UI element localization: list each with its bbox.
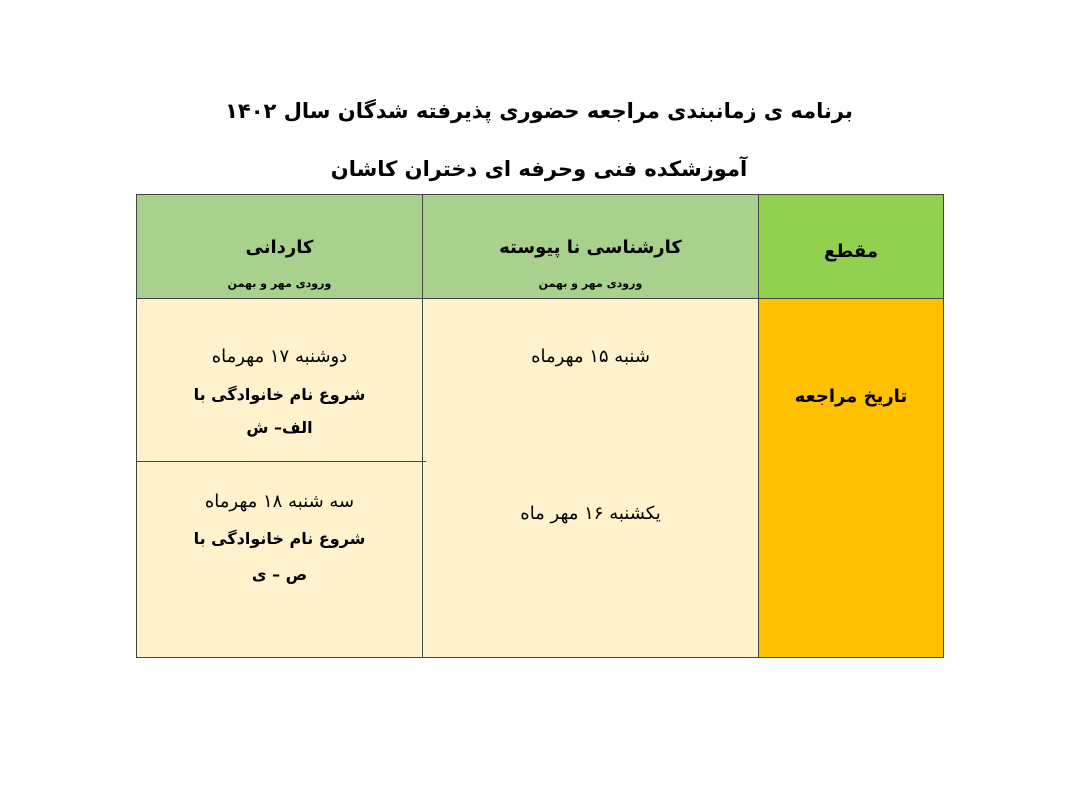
page-title: برنامه ی زمانبندی مراجعه حضوری پذیرفته شدگان سال ۱۴۰۲: [225, 99, 853, 123]
associate-slot-1-note: شروع نام خانوادگی با: [193, 385, 366, 404]
visit-date-label: تاریخ مراجعه: [794, 386, 908, 407]
header-bachelor-cell: [422, 194, 759, 299]
associate-slot-divider: [136, 461, 426, 462]
header-level-label: مقطع: [824, 241, 878, 262]
header-bachelor-title: کارشناسی نا پیوسته: [499, 237, 682, 258]
associate-slot-1-date: دوشنبه ۱۷ مهرماه: [211, 346, 348, 367]
header-bachelor-subtitle: ورودی مهر و بهمن: [538, 277, 643, 290]
associate-slot-1-range: الف– ش: [246, 418, 313, 437]
page-subtitle: آموزشکده فنی وحرفه ای دختران کاشان: [330, 157, 748, 181]
header-associate-subtitle: ورودی مهر و بهمن: [227, 277, 332, 290]
visit-date-label-cell: [758, 298, 944, 658]
bachelor-dates-cell: [422, 298, 759, 658]
associate-slot-2-range: ص – ی: [251, 565, 308, 584]
associate-slot-2-date: سه شنبه ۱۸ مهرماه: [204, 491, 355, 512]
associate-dates-cell: [136, 298, 423, 658]
bachelor-date-2: یکشنبه ۱۶ مهر ماه: [520, 503, 661, 524]
associate-slot-2-note: شروع نام خانوادگی با: [193, 529, 366, 548]
header-associate-title: کاردانی: [245, 237, 314, 258]
bachelor-date-1: شنبه ۱۵ مهرماه: [531, 346, 650, 367]
header-level-cell: [758, 194, 944, 299]
header-associate-cell: [136, 194, 423, 299]
